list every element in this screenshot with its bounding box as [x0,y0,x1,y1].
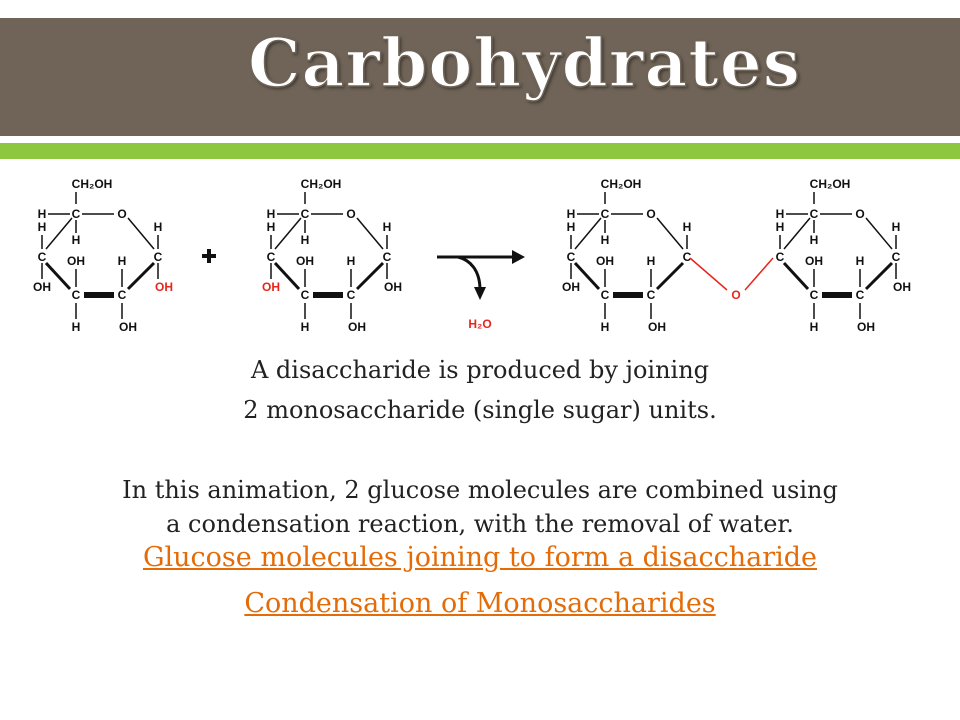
hydroxyl-group: OH [348,320,366,334]
reaction-arrow [437,250,525,331]
carbon-atom: C [153,250,163,264]
hydrogen-atom: H [775,220,785,234]
hydrogen-atom: H [346,254,356,268]
hydroxyl-group: OH [893,280,911,294]
carbon-atom: C [809,288,819,302]
link-condensation[interactable]: Condensation of Monosaccharides [244,588,716,619]
hydrogen-atom: H [266,220,276,234]
carbon-atom: C [117,288,127,302]
carbon-atom: C [346,288,356,302]
hydroxyl-group: OH [596,254,614,268]
ring-oxygen: O [346,207,356,221]
accent-divider [0,143,960,159]
hydrogen-atom: H [775,207,785,221]
slide-title: Carbohydrates [248,24,801,102]
carbon-atom: C [300,207,310,221]
hydrogen-atom: H [600,233,610,247]
hydrogen-atom: H [37,220,47,234]
carbon-atom: C [775,250,785,264]
hydrogen-atom: H [855,254,865,268]
ch2oh-group: CH₂OH [600,177,642,191]
water-label: H₂O [468,317,492,331]
hydroxyl-group: OH [805,254,823,268]
hydrogen-atom: H [646,254,656,268]
hydrogen-atom: H [682,220,692,234]
carbon-atom: C [646,288,656,302]
bridging-oxygen: O [731,288,741,302]
hydroxyl-group: OH [119,320,137,334]
hydroxyl-group: OH [296,254,314,268]
ring-oxygen: O [117,207,127,221]
hydroxyl-group: OH [384,280,402,294]
text-line-4: a condensation reaction, with the removal of water. [166,510,794,538]
carbon-atom: C [855,288,865,302]
carbon-atom: C [71,207,81,221]
hydrogen-atom: H [566,220,576,234]
hydroxyl-group: OH [562,280,580,294]
hydrogen-atom: H [37,207,47,221]
carbon-atom: C [600,207,610,221]
text-line-2: 2 monosaccharide (single sugar) units. [243,396,717,424]
hydrogen-atom: H [382,220,392,234]
hydrogen-atom: H [566,207,576,221]
ch2oh-group: CH₂OH [300,177,342,191]
ring-oxygen: O [646,207,656,221]
plus-sign [202,249,216,263]
carbon-atom: C [682,250,692,264]
ch2oh-group: CH₂OH [71,177,113,191]
hydroxyl-group: OH [155,280,173,294]
carbon-atom: C [71,288,81,302]
glycosidic-bond [690,258,773,302]
hydrogen-atom: H [809,320,819,334]
hydroxyl-group: OH [857,320,875,334]
carbon-atom: C [382,250,392,264]
ring-oxygen: O [855,207,865,221]
text-line-1: A disaccharide is produced by joining [250,356,710,384]
hydroxyl-group: OH [67,254,85,268]
hydrogen-atom: H [266,207,276,221]
carbon-atom: C [266,250,276,264]
hydroxyl-group: OH [648,320,666,334]
text-line-3: In this animation, 2 glucose molecules are combined using [122,476,838,504]
hydroxyl-group: OH [33,280,51,294]
hydrogen-atom: H [71,320,81,334]
carbon-atom: C [566,250,576,264]
hydrogen-atom: H [600,320,610,334]
hydrogen-atom: H [153,220,163,234]
hydrogen-atom: H [300,233,310,247]
carbon-atom: C [37,250,47,264]
link-glucose-joining[interactable]: Glucose molecules joining to form a disaccharide [142,542,818,573]
carbon-atom: C [600,288,610,302]
ch2oh-group: CH₂OH [809,177,851,191]
glucose-condensation-diagram [0,160,960,350]
hydrogen-atom: H [71,233,81,247]
hydrogen-atom: H [891,220,901,234]
hydroxyl-group: OH [262,280,280,294]
carbon-atom: C [300,288,310,302]
hydrogen-atom: H [300,320,310,334]
carbon-atom: C [891,250,901,264]
hydrogen-atom: H [809,233,819,247]
carbon-atom: C [809,207,819,221]
hydrogen-atom: H [117,254,127,268]
